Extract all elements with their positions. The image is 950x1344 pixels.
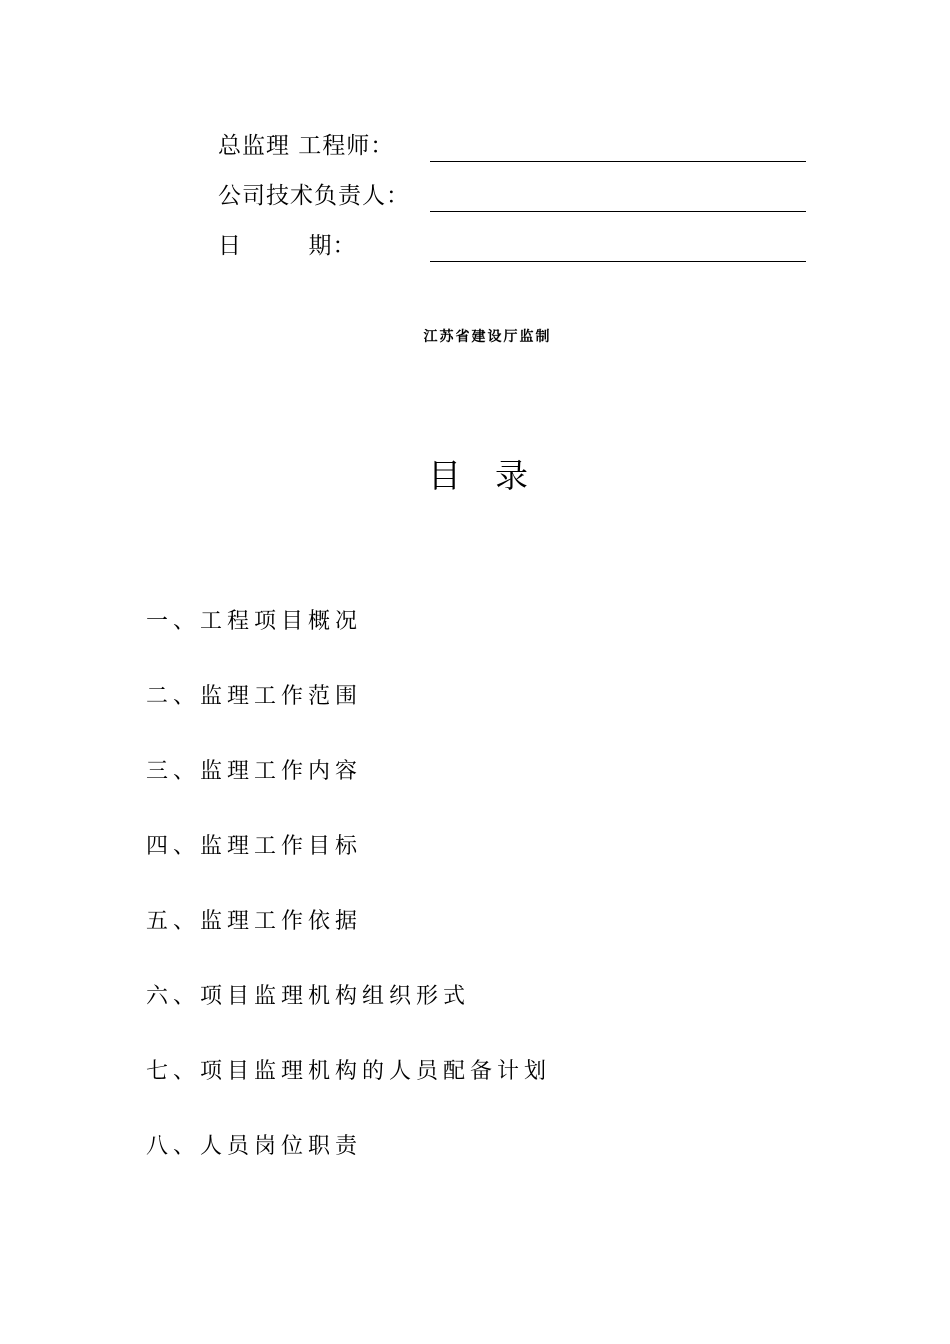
signature-row-chief-engineer	[218, 126, 806, 162]
toc-item[interactable]: 一、工程项目概况	[146, 609, 363, 634]
toc-title: 目录	[428, 456, 562, 495]
signature-line	[430, 161, 806, 162]
toc-item[interactable]: 六、项目监理机构组织形式	[146, 984, 471, 1009]
signature-row-technical-lead	[218, 176, 806, 212]
signature-label-technical-lead: 公司技术负责人：	[218, 183, 410, 209]
signature-label-chief-engineer: 总监理 工程师：	[218, 133, 395, 159]
signature-line	[430, 211, 806, 212]
toc-item[interactable]: 八、人员岗位职责	[146, 1134, 363, 1159]
toc-item[interactable]: 四、监理工作目标	[146, 834, 363, 859]
toc-item[interactable]: 三、监理工作内容	[146, 759, 363, 784]
toc-item[interactable]: 七、项目监理机构的人员配备计划	[146, 1059, 552, 1084]
toc-list	[146, 604, 551, 1204]
signature-label-date: 日 期：	[218, 233, 357, 259]
toc-item[interactable]: 二、监理工作范围	[146, 684, 363, 709]
issuer-note: 江苏省建设厅监制	[423, 329, 552, 345]
toc-item[interactable]: 五、监理工作依据	[146, 909, 363, 934]
signature-line	[430, 261, 806, 262]
signature-row-date	[218, 226, 806, 262]
